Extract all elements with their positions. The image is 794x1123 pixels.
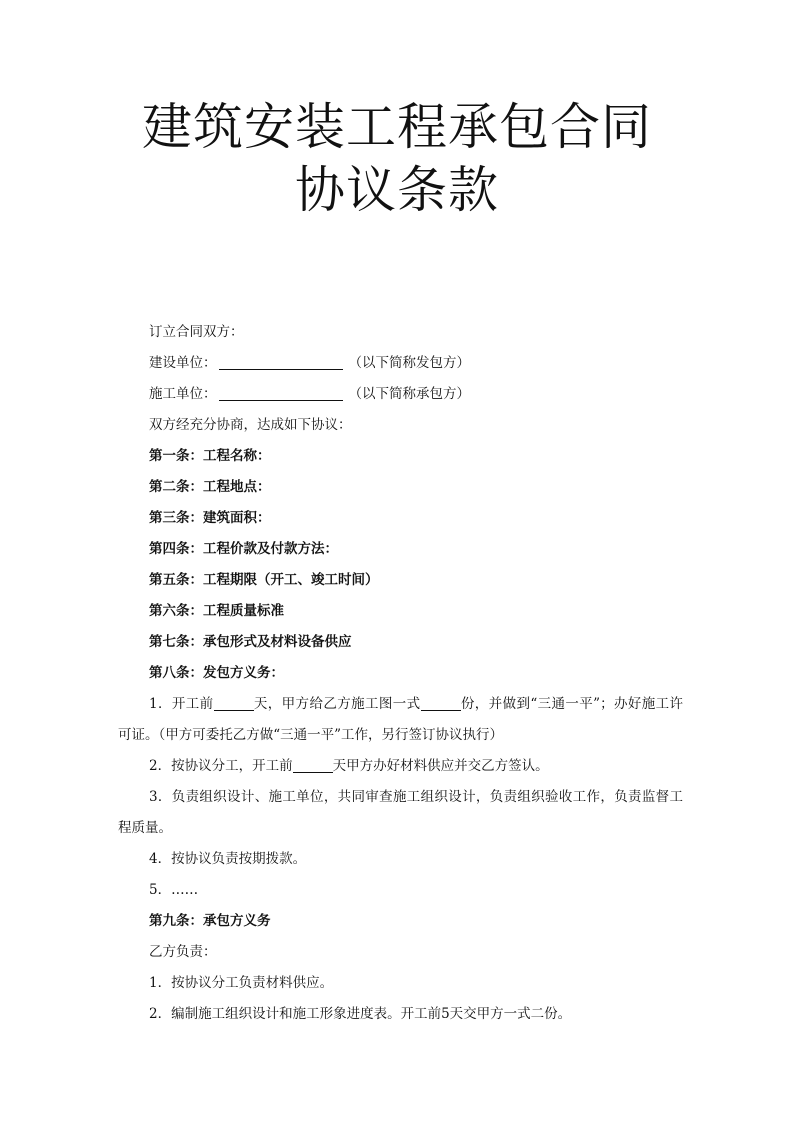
duty-1-part-c: 份，并做到“三通一平”；办好施工许可证。（甲方可委托乙方做“三通一平”工作，另行签订协议执行）: [118, 696, 683, 743]
article-7: 第七条：承包形式及材料设备供应: [149, 634, 352, 650]
contract-body: [118, 317, 683, 1030]
article-1: 第一条：工程名称：: [149, 448, 271, 464]
contractor-note: （以下简称承包方）: [348, 386, 470, 402]
duty-2-part-b: 天甲方办好材料供应并交乙方签认。: [332, 758, 549, 774]
employer-duty-3: 3．负责组织设计、施工单位，共同审查施工组织设计，负责组织验收工作，负责监督工程质量。: [118, 789, 683, 836]
article-9: 第九条：承包方义务: [149, 913, 271, 929]
article-5: 第五条：工程期限（开工、竣工时间）: [149, 572, 379, 588]
article-8: 第八条：发包方义务：: [149, 665, 284, 681]
duty-2-part-a: 2．按协议分工，开工前: [149, 758, 293, 774]
contractor-duty-2: 2．编制施工组织设计和施工形象进度表。开工前5天交甲方一式二份。: [149, 1006, 572, 1022]
document-subtitle: 协议条款: [295, 161, 499, 219]
builder-blank: [219, 355, 343, 370]
contractor-duty-1: 1．按协议分工负责材料供应。: [149, 975, 334, 991]
contractor-blank: [219, 386, 343, 401]
contractor-label: 施工单位：: [149, 386, 217, 402]
duty-1-part-a: 1．开工前: [149, 696, 214, 712]
builder-note: （以下简称发包方）: [348, 355, 470, 371]
employer-duty-2: [118, 751, 683, 782]
days-blank: [214, 696, 254, 711]
agreement-statement: 双方经充分协商，达成如下协议：: [149, 417, 352, 433]
contractor-duties-lead: 乙方负责：: [149, 944, 217, 960]
article-3: 第三条：建筑面积：: [149, 510, 271, 526]
document-title: 建筑安装工程承包合同: [142, 98, 652, 156]
builder-line: [118, 348, 683, 379]
copies-blank: [421, 696, 461, 711]
article-4: 第四条：工程价款及付款方法：: [149, 541, 338, 557]
employer-duty-4: 4．按协议负责按期拨款。: [149, 851, 307, 867]
article-6: 第六条：工程质量标准: [149, 603, 284, 619]
duty-1-part-b: 天，甲方给乙方施工图一式: [253, 696, 421, 712]
days-blank-2: [293, 758, 333, 773]
parties-label: 订立合同双方：: [149, 324, 244, 340]
employer-duty-5: 5．……: [149, 882, 199, 898]
contractor-line: [118, 379, 683, 410]
article-2: 第二条：工程地点：: [149, 479, 271, 495]
builder-label: 建设单位：: [149, 355, 217, 371]
employer-duty-1: [118, 689, 683, 751]
